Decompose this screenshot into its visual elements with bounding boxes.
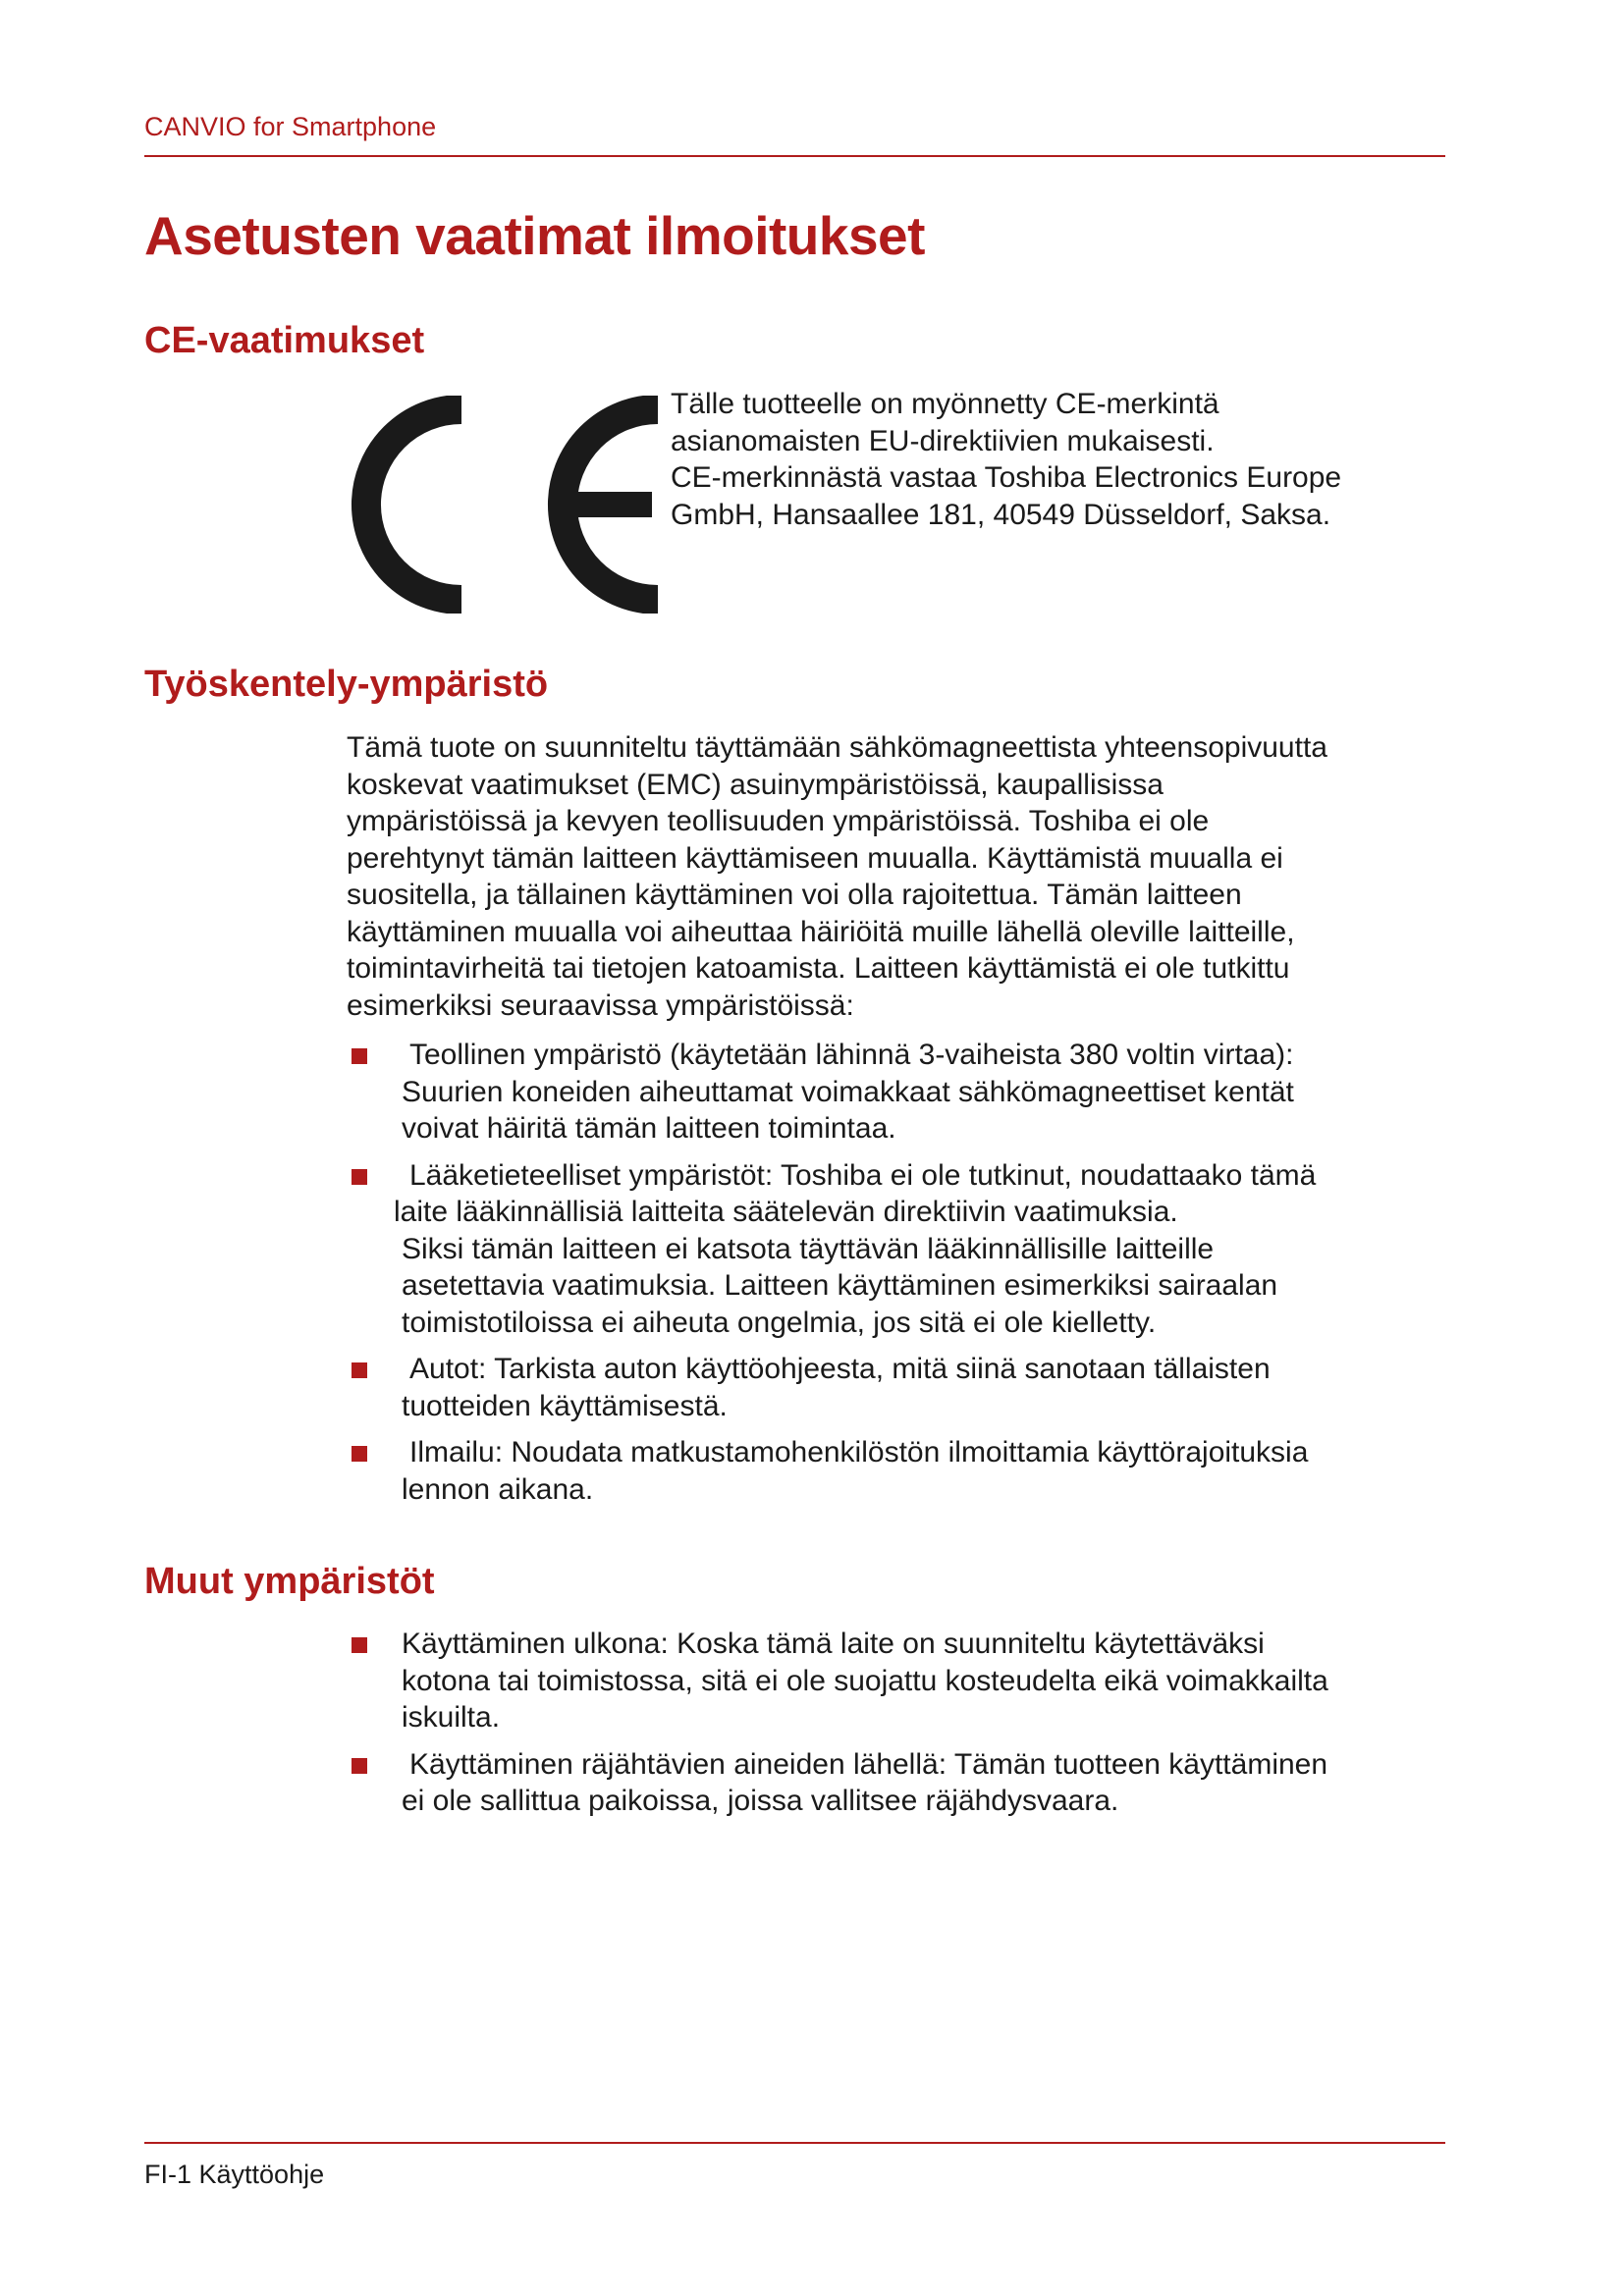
header-divider bbox=[144, 155, 1445, 157]
bullet-line: toimistotiloissa ei aiheuta ongelmia, jos sitä ei ole kielletty. bbox=[402, 1306, 1157, 1339]
paragraph-line: Tämä tuote on suunniteltu täyttämään sähkömagneettista yhteensopivuutta bbox=[347, 731, 1327, 764]
bullet-square-icon bbox=[352, 1169, 367, 1185]
section-heading-other-environments: Muut ympäristöt bbox=[144, 1561, 435, 1602]
bullet-line: Käyttäminen ulkona: Koska tämä laite on suunniteltu käytettäväksi bbox=[402, 1628, 1265, 1660]
bullet-line: Autot: Tarkista auton käyttöohjeesta, mitä siinä sanotaan tällaisten bbox=[409, 1353, 1271, 1385]
bullet-line: Siksi tämän laitteen ei katsota täyttävän lääkinnällisille laitteille bbox=[402, 1232, 1215, 1265]
section-heading-ce: CE-vaatimukset bbox=[144, 320, 425, 361]
ce-text-line: CE-merkinnästä vastaa Toshiba Electronics Europe bbox=[671, 461, 1342, 494]
bullet-line: tuotteiden käyttämisestä. bbox=[402, 1389, 728, 1422]
bullet-line: Suurien koneiden aiheuttamat voimakkaat sähkömagneettiset kentät bbox=[402, 1075, 1294, 1108]
footer-divider bbox=[144, 2142, 1445, 2144]
bullet-square-icon bbox=[352, 1362, 367, 1378]
section-heading-work-environment: Työskentely-ympäristö bbox=[144, 664, 549, 705]
ce-text-line: asianomaisten EU-direktiivien mukaisesti. bbox=[671, 424, 1215, 457]
bullet-line: voivat häiritä tämän laitteen toimintaa. bbox=[402, 1112, 896, 1145]
bullet-line: asetettavia vaatimuksia. Laitteen käyttäminen esimerkiksi sairaalan bbox=[402, 1269, 1278, 1302]
page-number: FI-1 Käyttöohje bbox=[144, 2160, 325, 2189]
bullet-line: Teollinen ympäristö (käytetään lähinnä 3-vaiheista 380 voltin virtaa): bbox=[409, 1039, 1294, 1071]
ce-text-line: GmbH, Hansaallee 181, 40549 Düsseldorf, Saksa. bbox=[671, 498, 1331, 531]
list-item bbox=[347, 1626, 1446, 1736]
other-environments-bullet-list bbox=[347, 1626, 1446, 1820]
list-item bbox=[347, 1037, 1446, 1148]
ce-mark-logo bbox=[346, 396, 670, 614]
paragraph-line: toimintavirheitä tai tietojen katoamista. Laitteen käyttämistä ei ole tutkittu bbox=[347, 952, 1290, 985]
bullet-line: Lääketieteelliset ympäristöt: Toshiba ei ole tutkinut, noudattaako tämä bbox=[409, 1158, 1317, 1192]
ce-description bbox=[671, 386, 1446, 533]
bullet-square-icon bbox=[352, 1048, 367, 1064]
ce-text-line: Tälle tuotteelle on myönnetty CE-merkintä bbox=[671, 388, 1219, 420]
paragraph-line: käyttäminen muualla voi aiheuttaa häiriöitä muille lähellä oleville laitteille, bbox=[347, 915, 1295, 948]
paragraph-line: perehtynyt tämän laitteen käyttämiseen muualla. Käyttämistä muualla ei bbox=[347, 841, 1283, 875]
list-item bbox=[347, 1351, 1446, 1424]
paragraph-line: ympäristöissä ja kevyen teollisuuden ympäristöissä. Toshiba ei ole bbox=[347, 805, 1210, 837]
paragraph-line: koskevat vaatimukset (EMC) asuinympäristöissä, kaupallisissa bbox=[347, 768, 1164, 801]
bullet-square-icon bbox=[352, 1446, 367, 1462]
work-environment-paragraph bbox=[347, 729, 1446, 1024]
bullet-line: laite lääkinnällisiä laitteita säätelevän direktiivin vaatimuksia. bbox=[394, 1196, 1178, 1228]
bullet-line: iskuilta. bbox=[402, 1701, 501, 1734]
list-item bbox=[347, 1434, 1446, 1508]
bullet-line: kotona tai toimistossa, sitä ei ole suojattu kosteudelta eikä voimakkailta bbox=[402, 1664, 1328, 1697]
page-title: Asetusten vaatimat ilmoitukset bbox=[144, 205, 925, 266]
list-item bbox=[347, 1157, 1446, 1342]
bullet-line: lennon aikana. bbox=[402, 1472, 594, 1506]
bullet-square-icon bbox=[352, 1758, 367, 1774]
list-item bbox=[347, 1746, 1446, 1820]
paragraph-line: suositella, ja tällainen käyttäminen voi olla rajoitettua. Tämän laitteen bbox=[347, 879, 1242, 911]
paragraph-line: esimerkiksi seuraavissa ympäristöissä: bbox=[347, 988, 854, 1022]
bullet-line: Käyttäminen räjähtävien aineiden lähellä: Tämän tuotteen käyttäminen bbox=[409, 1747, 1328, 1781]
bullet-square-icon bbox=[352, 1637, 367, 1653]
running-header: CANVIO for Smartphone bbox=[144, 112, 437, 141]
work-environment-bullet-list bbox=[347, 1037, 1446, 1508]
bullet-line: ei ole sallittua paikoissa, joissa vallitsee räjähdysvaara. bbox=[402, 1785, 1119, 1817]
bullet-line: Ilmailu: Noudata matkustamohenkilöstön ilmoittamia käyttörajoituksia bbox=[409, 1436, 1309, 1468]
